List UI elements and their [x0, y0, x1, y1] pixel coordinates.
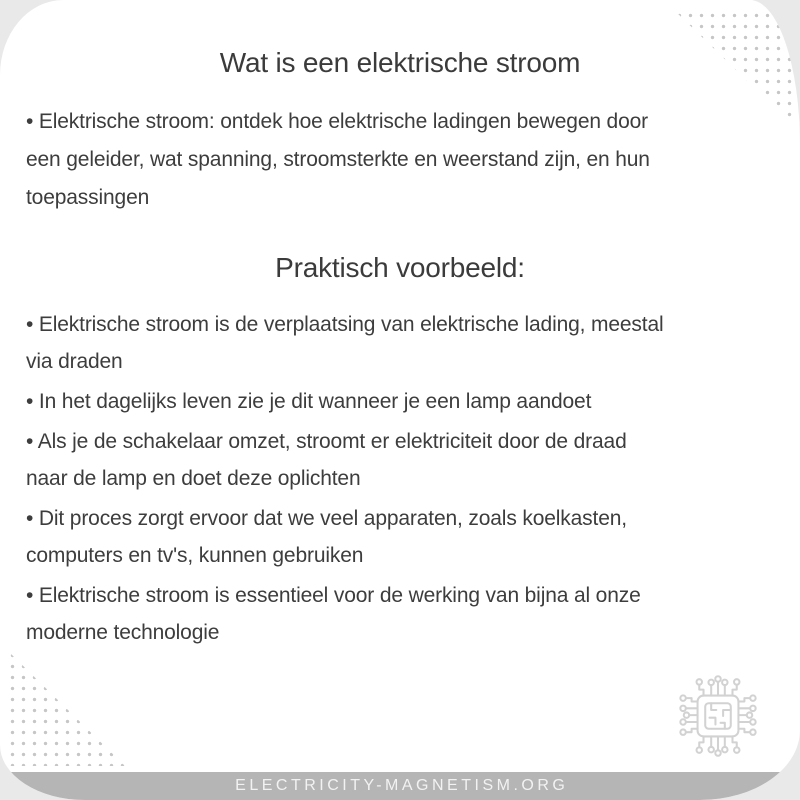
- slide-content: [0, 44, 800, 651]
- list-item: [26, 423, 774, 497]
- list-item: [26, 306, 774, 380]
- bullet-line: • Dit proces zorgt ervoor dat we veel apparaten, zoals koelkasten,: [26, 507, 627, 530]
- bullet-line: computers en tv's, kunnen gebruiken: [26, 544, 364, 567]
- microchip-icon: [670, 670, 766, 762]
- intro-line: een geleider, wat spanning, stroomsterkte en weerstand zijn, en hun: [26, 148, 650, 171]
- site-label: ELECTRICITY-MAGNETISM.ORG: [235, 777, 569, 794]
- bullet-line: via draden: [26, 350, 123, 373]
- list-item: [26, 577, 774, 651]
- bullet-line: • Elektrische stroom is essentieel voor de werking van bijna al onze: [26, 584, 641, 607]
- section-heading: Praktisch voorbeeld:: [275, 252, 525, 283]
- footer-bar: [0, 772, 800, 800]
- bullet-line: • Elektrische stroom is de verplaatsing van elektrische lading, meestal: [26, 313, 664, 336]
- bullet-line: • Als je de schakelaar omzet, stroomt er elektriciteit door de draad: [26, 430, 627, 453]
- example-bullet-list: [26, 306, 774, 651]
- intro-line: toepassingen: [26, 186, 150, 209]
- bullet-line: • In het dagelijks leven zie je dit wanneer je een lamp aandoet: [26, 390, 592, 413]
- page-title: Wat is een elektrische stroom: [219, 47, 581, 78]
- list-item: [26, 500, 774, 574]
- intro-bullet: [26, 103, 774, 217]
- dot-pattern-bottom-left: [7, 650, 125, 766]
- intro-line: • Elektrische stroom: ontdek hoe elektrische ladingen bewegen door: [26, 110, 648, 133]
- bullet-line: moderne technologie: [26, 621, 220, 644]
- list-item: [26, 383, 774, 420]
- bullet-line: naar de lamp en doet deze oplichten: [26, 467, 361, 490]
